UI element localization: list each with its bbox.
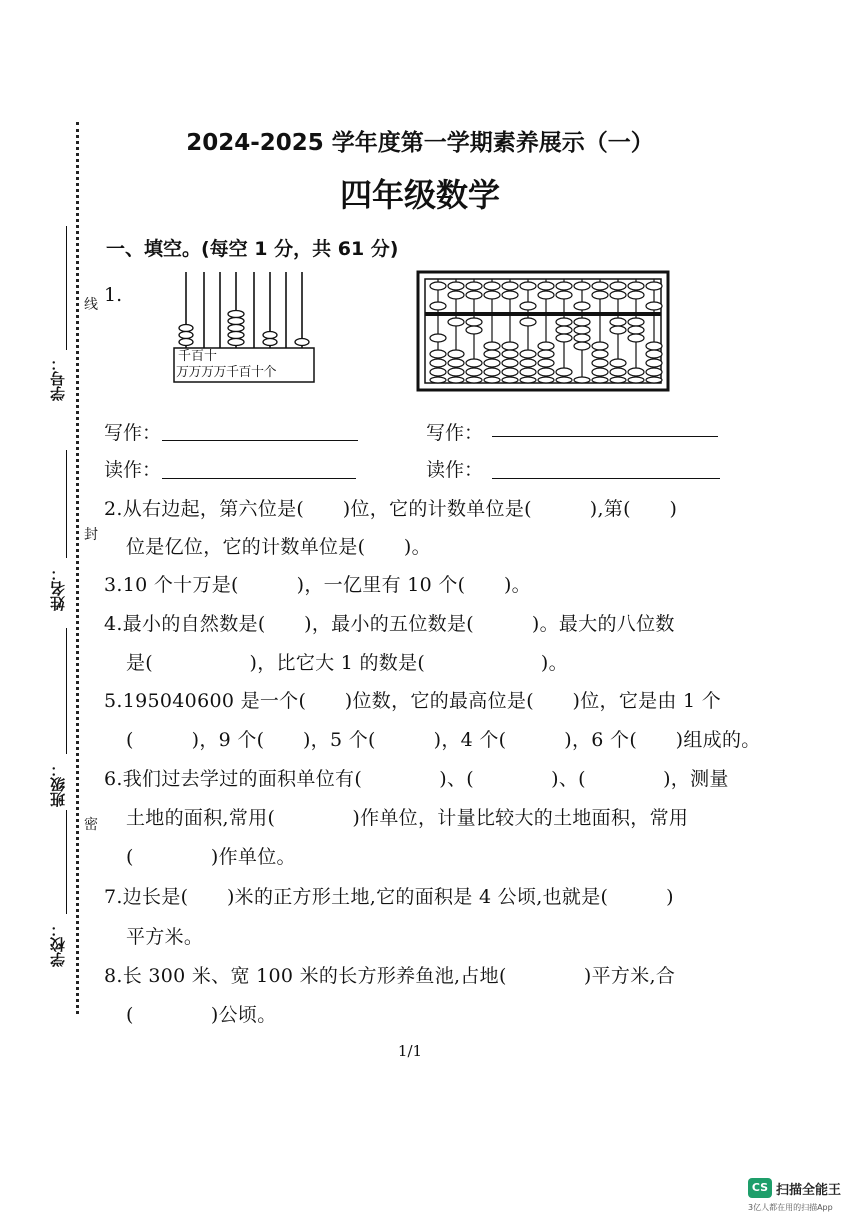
question-6-line-3: ( )作单位。	[126, 846, 296, 868]
name-line	[66, 450, 67, 558]
subject-title: 四年级数学	[339, 176, 500, 214]
school-label: 学校：	[49, 922, 67, 967]
question-1-number: 1.	[104, 284, 123, 306]
write-label-left: 写作：	[104, 422, 162, 444]
cut-mark-xian: 线	[84, 297, 98, 313]
question-4-line-2: 是( )，比它大 1 的数是( )。	[126, 652, 568, 674]
exam-title: 2024-2025 学年度第一学期素养展示（一）	[186, 130, 654, 156]
question-7-line-2: 平方米。	[126, 926, 204, 948]
abacus-label-top: 千百十	[178, 349, 218, 364]
question-7-line-1: 7.边长是( )米的正方形土地,它的面积是 4 公顷,也就是( )	[104, 886, 674, 908]
question-3-line-1: 3.10 个十万是( )，一亿里有 10 个( )。	[104, 574, 531, 596]
student-id-label: 学号：	[49, 356, 67, 401]
read-answer-line-right[interactable]	[492, 478, 720, 479]
camscanner-logo-icon: CS	[748, 1178, 772, 1198]
class-label: 班级：	[49, 762, 67, 807]
question-4-line-1: 4.最小的自然数是( )，最小的五位数是( )。最大的八位数	[104, 613, 675, 635]
read-label-right: 读作：	[426, 459, 484, 481]
cut-mark-mi: 密	[84, 817, 98, 833]
write-label-right: 写作：	[426, 422, 484, 444]
class-line	[66, 628, 67, 754]
question-2-line-1: 2.从右边起，第六位是( )位，它的计数单位是( ),第( )	[104, 498, 678, 520]
write-answer-line-left[interactable]	[162, 440, 358, 441]
question-2-line-2: 位是亿位，它的计数单位是( )。	[126, 536, 431, 558]
read-answer-line-left[interactable]	[162, 478, 356, 479]
question-8-line-2: ( )公顷。	[126, 1004, 277, 1026]
cut-mark-feng: 封	[84, 527, 98, 543]
section-heading: 一、填空。(每空 1 分，共 61 分)	[106, 238, 399, 260]
page-number: 1/1	[397, 1042, 423, 1060]
question-8-line-1: 8.长 300 米、宽 100 米的长方形养鱼池,占地( )平方米,合	[104, 965, 676, 987]
watermark-name: 扫描全能王	[776, 1183, 842, 1198]
question-6-line-2: 土地的面积,常用( )作单位，计量比较大的土地面积，常用	[126, 807, 689, 829]
watermark-tagline: 3亿人都在用的扫描App	[748, 1203, 833, 1212]
name-label: 姓名：	[49, 566, 67, 611]
question-6-line-1: 6.我们过去学过的面积单位有( )、( )、( )，测量	[104, 768, 729, 790]
question-5-line-1: 5.195040600 是一个( )位数，它的最高位是( )位，它是由 1 个	[104, 690, 722, 712]
question-5-line-2: ( )，9 个( )，5 个( )，4 个( )，6 个( )组成的。	[126, 729, 761, 751]
abacus-label-bottom: 万万万万千百十个	[176, 365, 277, 380]
school-line	[66, 810, 67, 914]
suanpan-abacus-figure	[416, 270, 672, 394]
binding-dotted-line	[76, 122, 79, 1014]
write-answer-line-right[interactable]	[492, 436, 718, 437]
student-id-line	[66, 226, 67, 350]
read-label-left: 读作：	[104, 459, 162, 481]
